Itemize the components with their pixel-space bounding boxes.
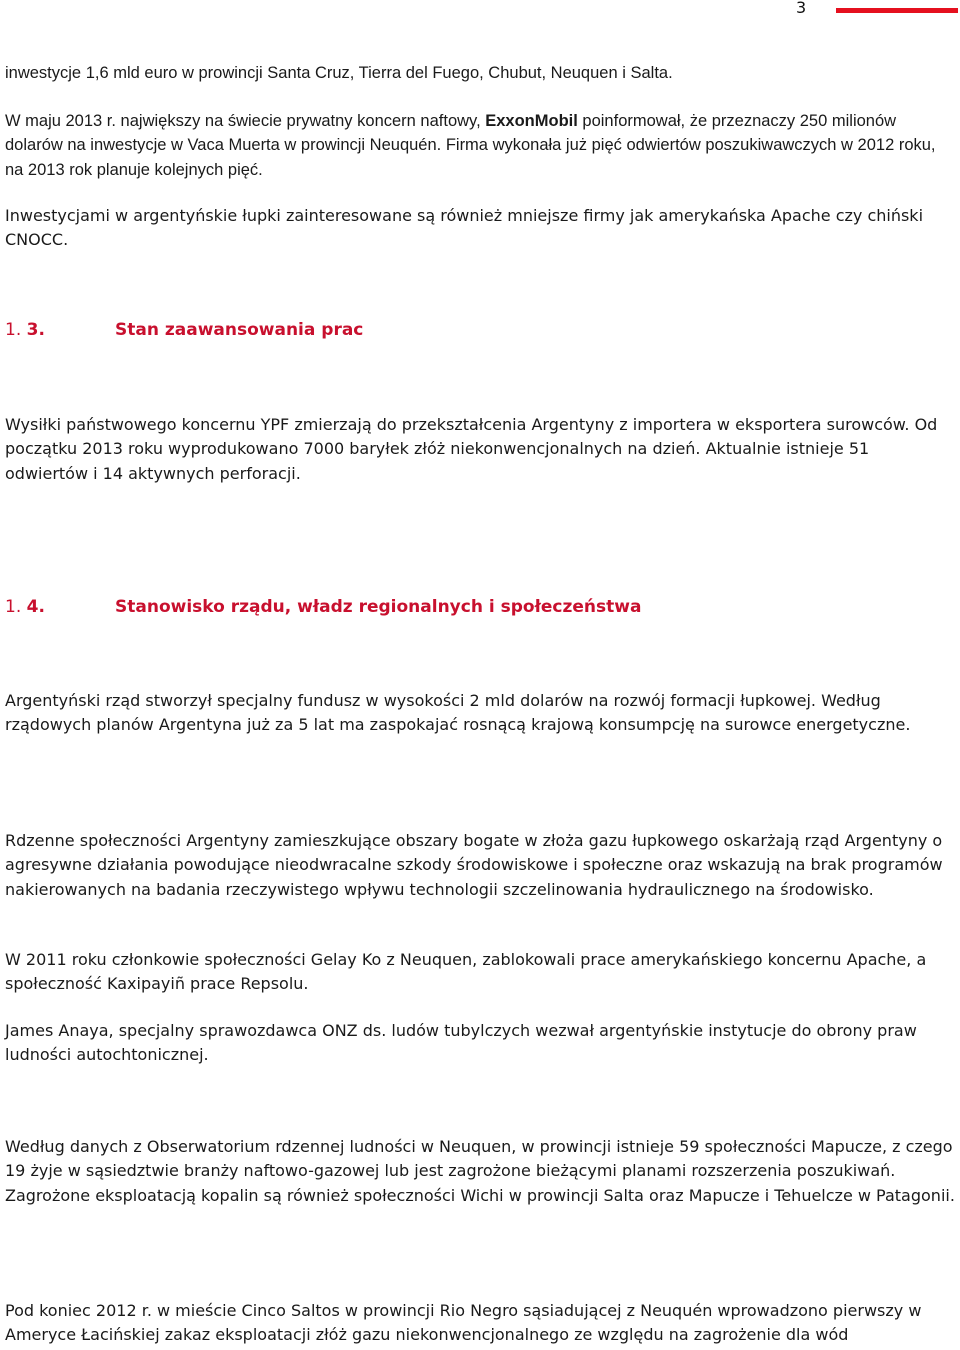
paragraph-exxonmobil-part-b: poinformował, że przeznaczy 250 milionów dolarów na inwestycje w Vaca Muerta w prowincji Neuquén. Firma wykonała już pięć odwiertów poszukiwawczych w 2012 roku, na 2013 rok planuje kolejnych pięć. [5, 112, 936, 179]
paragraph-government-fund: Argentyński rząd stworzył specjalny fundusz w wysokości 2 mld dolarów na rozwój formacji łupkowej. Według rządowych planów Argentyna już za 5 lat ma zaspokajać rosnącą krajową konsumpcję na surowce energetyczne. [5, 691, 911, 735]
paragraph-cinco-saltos: Pod koniec 2012 r. w mieście Cinco Saltos w prowincji Rio Negro sąsiadującej z Neuquén wprowadzono pierwszy w Ameryce Łacińskiej zakaz eksploatacji złóż gazu niekonwencjonalnego ze względu na zagrożenie dla wód [5, 1301, 922, 1345]
paragraph-exxonmobil [5, 109, 955, 182]
paragraph-james-anaya: James Anaya, specjalny sprawozdawca ONZ ds. ludów tubylczych wezwał argentyńskie instytucje do obrony praw ludności autochtonicznej. [5, 1021, 917, 1065]
paragraph-smaller-firms: Inwestycjami w argentyńskie łupki zainteresowane są również mniejsze firmy jak amerykańska Apache czy chiński CNOCC. [5, 206, 924, 250]
paragraph-gelay-ko: W 2011 roku członkowie społeczności Gelay Ko z Neuquen, zablokowali prace amerykańskiego koncernu Apache, a społeczność Kaxipayiñ prace Repsolu. [5, 950, 927, 994]
section-number: 1. 4. [5, 597, 45, 617]
section-heading-1-3 [5, 320, 363, 340]
section-title: Stan zaawansowania prac [115, 320, 364, 340]
exxonmobil-name: ExxonMobil [485, 112, 578, 130]
section-heading-1-4 [5, 597, 641, 617]
paragraph-investments: inwestycje 1,6 mld euro w prowincji Santa Cruz, Tierra del Fuego, Chubut, Neuquen i Salta. [5, 64, 673, 82]
header-rule [836, 8, 958, 13]
paragraph-ypf: Wysiłki państwowego koncernu YPF zmierzają do przekształcenia Argentyny z importera w eksportera surowców. Od początku 2013 roku wyprodukowano 7000 baryłek złóż niekonwencjonalnych na dzień. Aktualnie istnieje 51 odwiertów i 14 aktywnych perforacji. [5, 415, 938, 483]
paragraph-observatory: Według danych z Obserwatorium rdzennej ludności w Neuquen, w prowincji istnieje 59 społeczności Mapucze, z czego 19 żyje w sąsiedztwie branży naftowo-gazowej lub jest zagrożone bieżącymi planami rozszerzenia poszukiwań. Zagrożone eksploatacją kopalin są również społeczności Wichi w prowincji Salta oraz Mapucze i Tehuelcze w Patagonii. [5, 1137, 955, 1205]
section-title: Stanowisko rządu, władz regionalnych i społeczeństwa [115, 597, 642, 617]
paragraph-exxonmobil-part-a: W maju 2013 r. największy na świecie prywatny koncern naftowy, [5, 112, 486, 130]
section-number: 1. 3. [5, 320, 45, 340]
paragraph-indigenous-communities: Rdzenne społeczności Argentyny zamieszkujące obszary bogate w złoża gazu łupkowego oskarżają rząd Argentyny o agresywne działania powodujące nieodwracalne szkody środowiskowe i społeczne oraz wskazują na brak programów nakierowanych na badania rzeczywistego wpływu technologii szczelinowania hydraulicznego na środowisko. [5, 831, 943, 899]
page-number: 3 [796, 0, 807, 17]
